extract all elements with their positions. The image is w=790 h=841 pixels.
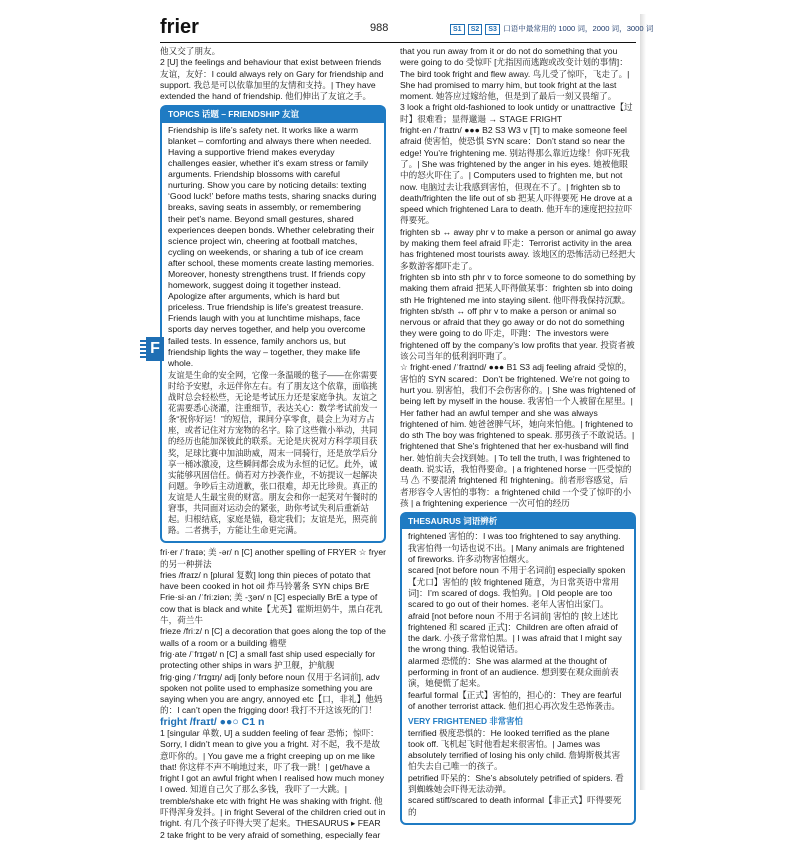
topics-box (160, 105, 386, 543)
dictionary-page (148, 12, 654, 840)
entry-frighten-away: frighten sb ↔ away phr v to make a person or animal go away by making them feel afraid 吓走：Terrorist activity in the area has frightened most tourists away. 该地区的恐怖活动已经把大多数游客都吓走了。 (400, 226, 636, 271)
topics-chinese-text: 友谊是生命的安全网，它像一条温暖的毯子——在你需要时给予安慰，永远伴你左右。有了朋友这个依靠，面临挑战时总会轻松些，无论是考试压力还是家庭争执。友谊之花需要悉心浇灌，注重细节，表达关心：数学考试前发一条“祝你好运！”的短信，课间分享零食，晨会上为对方占座，或者记住对方宠物的名字。除了这些微小举动，共同的经历也能加深彼此的联系。无论是庆祝对方科学项目获奖，足球比赛中加油助威，周末一同骑行，还是放学后分享一桶冰激凌，这些瞬间都会成为永恒的记忆。此外，诚实能够巩固信任。倘若对方抄袭作业，不妨提议一起解决问题。争吵后主动道歉，张口很难，却无比珍贵。真正的友谊是人生最宝贵的财富。朋友会和你一起笑对午餐时的窘事，共同面对运动会的紧张，助你考试失利后重新站起。归根结底，家庭是锚，稳定我们；友谊是光，照亮前路。二者携手，方能让生命更完满。 (168, 369, 378, 536)
thesaurus-item: petrified 吓呆的：She’s absolutely petrified of spiders. 看到蜘蛛她会吓得无法动弹。 (408, 772, 624, 794)
page-number: 988 (370, 22, 389, 34)
thesaurus-item: scared stiff/scared to death informal【非正式】吓得要死的 (408, 795, 622, 817)
entry-frier: fri·er /ˈfraɪə; 美 -ər/ n [C] another spelling of FRYER ☆ fryer 的另一种拼法 (160, 547, 386, 569)
entry-fright-sense-1: 1 [singular 单数, U] a sudden feeling of fear 恐怖；惊吓：Sorry, I didn’t mean to give you a fright. 对不起，我不是故意吓你的。| You gave me a fright creeping up on me like that! 你这样不声不响地过来，吓了我一跳！| get/have a fright I got an awful fright when I realised how much money I owed. 知道自己欠了那么多钱，我吓了一大跳。| tremble/shake etc with fright He was shaking with fright. 他吓得浑身发抖。| in fright Several of the children cried out in fright. 有几个孩子吓得大哭了起来。THESAURUS ▸ FEAR (160, 728, 386, 829)
frequency-note: 口语中最常用的 1000 词，2000 词，3000 词 (503, 24, 654, 33)
topics-box-body (162, 123, 384, 538)
thesaurus-item: fearful formal【正式】害怕的，担心的：They are fearful of another terrorist attack. 他们担心再次发生恐怖袭击。 (408, 689, 622, 711)
page-header (148, 12, 654, 44)
thesaurus-item: frightened 害怕的：I was too frightened to say anything. 我害怕得一句话也说不出。| Many animals are frightened of fireworks. 许多动物害怕烟火。 (408, 531, 625, 565)
entry-frighten: fright·en /ˈfraɪtn/ ●●● B2 S3 W3 v [T] to make someone feel afraid 使害怕，使恐惧 SYN scare：Don’t stand so near the edge! You’re frightening me. 别站得那么靠近边缘！你吓死我了。| She was frightened by the anger in his eyes. 她被他眼中的怒火吓住了。| Computers used to frighten me, but not now. 电脑过去让我感到害怕，但现在不了。| frighten sb to death/frighten the life out of sb 把某人吓得要死 He drove at a speed which frightened Lara to death. 他开车的速度把拉拉吓得要死。 (400, 125, 633, 226)
entry-frieze: frieze /friːz/ n [C] a decoration that goes along the top of the walls of a room or a building 檐壁 (160, 626, 386, 648)
thesaurus-item: alarmed 恐慌的：She was alarmed at the thought of performing in front of an audience. 想到要在观众面前表演，她便慌了起来。 (408, 655, 619, 689)
thesaurus-box-title: THESAURUS 词语辨析 (402, 514, 634, 529)
entry-friesian: Frie·si·an /ˈfriːziən; 美 -ʒən/ n [C] especially BrE a type of cow that is black and white【尤英】霍斯坦奶牛，黑白花乳牛，荷兰牛 (160, 592, 383, 626)
right-column (400, 46, 636, 817)
entry-fright-sense-2: 2 take fright to be very afraid of something, especially fear (160, 829, 381, 840)
entry-sense: 2 [U] the feelings and behaviour that exist between friends 友谊，友好：I could always rely on Gary for friendship and support. 我总是可以依靠加里的友情和支持。| They have extended the hand of friendship. 他们伸出了友谊之手。 (160, 57, 384, 102)
thesaurus-item: terrified 极度恐惧的：He looked terrified as the plane took off. 飞机起飞时他看起来很害怕。| James was absolutely terrified of losing his only child. 詹姆斯极其害怕失去自己唯一的孩子。 (408, 727, 621, 772)
entry-sense: 3 look a fright old-fashioned to look untidy or unattractive【过时】很难看；显得邋遢 → STAGE FRIGHT (400, 102, 633, 124)
entry-text: 他又交了朋友。 (160, 46, 221, 56)
thesaurus-item: afraid [not before noun 不用于名词前] 害怕的 [较上述比 frightened 和 scared 正式]：Children are often afraid of the dark. 小孩子常常怕黑。| I was afraid that I might say the wrong thing. 我怕说错话。 (408, 610, 622, 655)
thesaurus-box (400, 512, 636, 825)
thumb-index-tab: F (146, 337, 164, 361)
entry-text: that you run away from it or do not do something that you were going to do 受惊吓 [尤指因而逃跑或改变计划的事情]：The bird took fright and flew away. 鸟儿受了惊吓，飞走了。| She had promised to marry him, but took fright at the last moment. 她答应过嫁给他，但是到了最后一刻又畏缩了。 (400, 46, 630, 102)
entry-fright-headword: fright /fraɪt/ ●●○ C1 n (160, 715, 265, 728)
frequency-legend (450, 23, 653, 35)
entry-fries: fries /fraɪz/ n [plural 复数] long thin pieces of potato that have been cooked in hot oil 炸马铃薯条 SYN chips BrE (160, 569, 371, 592)
topics-english-text: Friendship is life’s safety net. It works like a warm blanket – comforting and always there when needed. Having a supportive friend makes everyday challenges easier, whether it’s exam stress or family arguments. Friendship blossoms with careful nurturing. Show you care by noticing details: texting ‘Good luck!’ before maths tests, sharing snacks during breaks, saving seats in assembly, or remembering their pet’s name. Beyond small gestures, shared experiences deepen bonds. Whether celebrating their science project win, cheering at football matches, cycling on weekends, or sharing a tub of ice cream after school, these moments create lasting memories. Moreover, honesty strengthens trust. If friends copy homework, suggest doing it together instead. Apologize after arguments, which is hard but priceless. True friendship is life’s greatest treasure. Friends laugh with you at lunchtime mishaps, face sports day nerves together, and help you overcome failed tests. In essence, family anchors us, but friendship lights the way – together, they make life whole. (168, 124, 377, 368)
left-column (160, 46, 386, 840)
entry-frighten-off: frighten sb/sth ↔ off phr v to make a person or animal so nervous or afraid that they go away or do not do something they were going to do 吓走，吓跑：The investors were frightened off by the company’s low profits that year. 投资者被该公司当年的低利润吓跑了。 (400, 305, 635, 362)
level-badge-s3: S3 (485, 24, 500, 35)
entry-frigate: frig·ate /ˈfrɪgət/ n [C] a small fast ship used especially for protecting other ships in wars 护卫舰，护航舰 (160, 648, 376, 671)
page-shadow (640, 14, 646, 790)
level-badge-s1: S1 (450, 24, 465, 35)
thesaurus-item: scared [not before noun 不用于名词前] especially spoken【尤口】害怕的 [较 frightened 随意，为日常英语中常用词]：I’m scared of dogs. 我怕狗。| Old people are too scared to go out of their homes. 老年人害怕出家门。 (408, 565, 626, 610)
level-badge-s2: S2 (468, 24, 483, 35)
header-rule (160, 42, 636, 43)
topics-box-title: TOPICS 话题 – FRIENDSHIP 友谊 (162, 107, 384, 122)
running-headword: frier (160, 16, 199, 38)
entry-frigging: frig·ging /ˈfrɪgɪŋ/ adj [only before noun 仅用于名词前], adv spoken not polite used to emphasize something you are saying when you are angry, annoyed etc【口，非礼】他妈的：I can’t open the frigging door! 我打不开这该死的门！ (160, 671, 383, 716)
thesaurus-subheading: VERY FRIGHTENED 非常害怕 (408, 716, 523, 727)
thesaurus-box-body (402, 529, 634, 819)
entry-frightened: ☆ fright·ened /ˈfraɪtnd/ ●●● B1 S3 adj feeling afraid 受惊的，害怕的 SYN scared：Don’t be frightened. We’re not going to hurt you. 别害怕，我们不会伤害你的。| She was frightened of being left by myself in the house. 我害怕一个人被留在屋里。| Her father had an awful temper and she was always frightened of him. 她爸爸脾气坏，她向来怕他。| frightened to do sth The boy was frightened to speak. 那男孩子不敢说话。| frightened that She’s frightened that her ex-husband will find her. 她怕前夫会找到她。| To tell the truth, I was frightened to death. 说实话，我怕得要命。| a frightened horse 一匹受惊的马 ⚠ 不要混淆 frightened 和 frightening。前者形容感觉，后者形容令人害怕的事物：a frightened child 一个受了惊吓的小孩 | a frightening experience 一次可怕的经历 (400, 362, 636, 508)
entry-frighten-into: frighten sb into sth phr v to force someone to do something by making them afraid 把某人吓得做某事：frighten sb into doing sth He frightened me into staying silent. 他吓得我保持沉默。 (400, 271, 636, 305)
